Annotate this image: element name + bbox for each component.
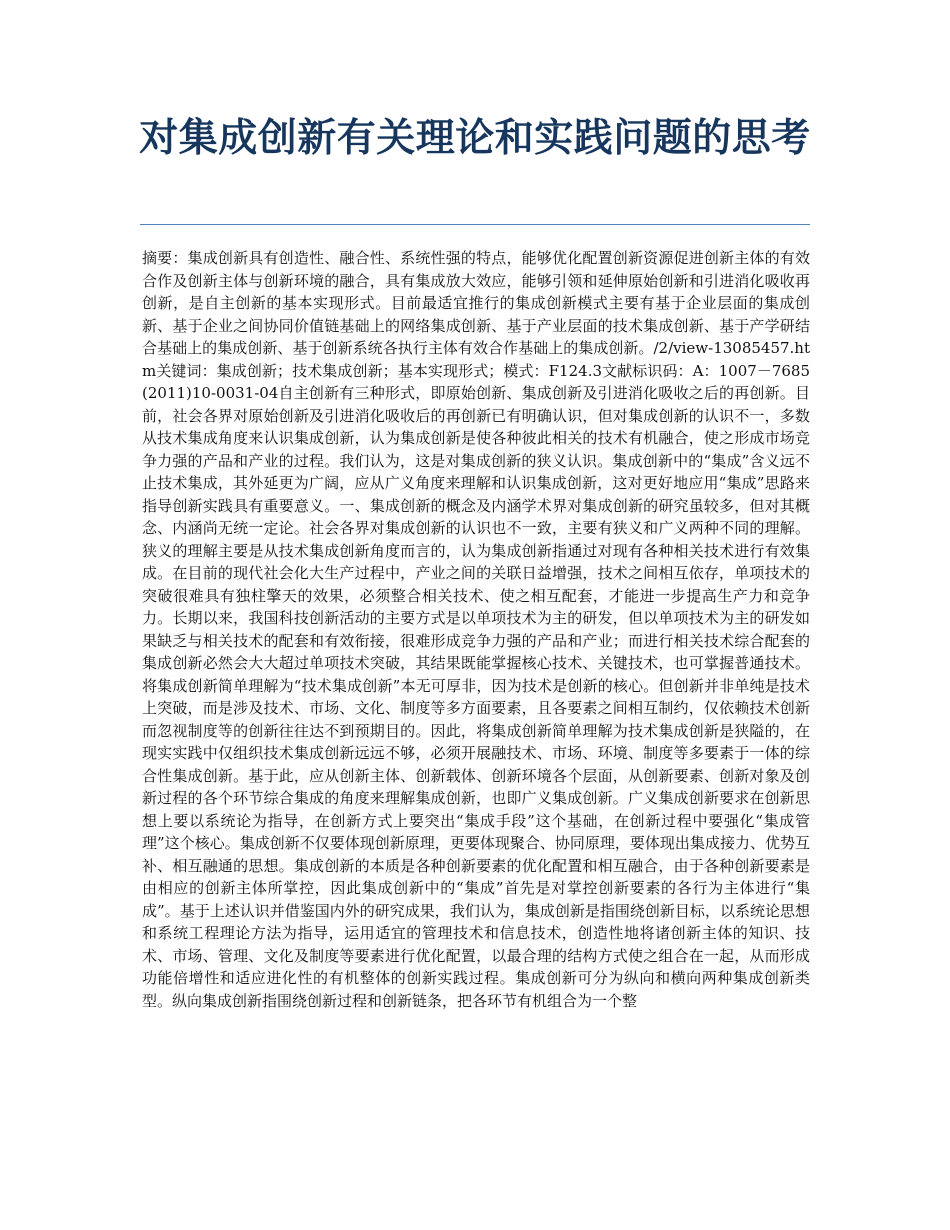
title-divider [140, 224, 810, 225]
document-title: 对集成创新有关理论和实践问题的思考 [139, 116, 811, 161]
document-body: 摘要：集成创新具有创造性、融合性、系统性强的特点，能够优化配置创新资源促进创新主体的有效合作及创新主体与创新环境的融合，具有集成放大效应，能够引领和延伸原始创新和引进消化吸收再创新，是自主创新的基本实现形式。目前最适宜推行的集成创新模式主要有基于企业层面的集成创新、基于企业之间协同价值链基础上的网络集成创新、基于产业层面的技术集成创新、基于产学研结合基础上的集成创新、基于创新系统各执行主体有效合作基础上的集成创新。/2/view-13085457.htm关键词：集成创新；技术集成创新；基本实现形式；模式：F124.3文献标识码：A：1007－7685(2011)10-0031-04自主创新有三种形式，即原始创新、集成创新及引进消化吸收之后的再创新。目前，社会各界对原始创新及引进消化吸收后的再创新已有明确认识，但对集成创新的认识不一，多数从技术集成角度来认识集成创新，认为集成创新是使各种彼此相关的技术有机融合，使之形成市场竞争力强的产品和产业的过程。我们认为，这是对集成创新的狭义认识。集成创新中的“集成”含义远不止技术集成，其外延更为广阔，应从广义角度来理解和认识集成创新，这对更好地应用“集成”思路来指导创新实践具有重要意义。一、集成创新的概念及内涵学术界对集成创新的研究虽较多，但对其概念、内涵尚无统一定论。社会各界对集成创新的认识也不一致，主要有狭义和广义两种不同的理解。狭义的理解主要是从技术集成创新角度而言的，认为集成创新指通过对现有各种相关技术进行有效集成。在目前的现代社会化大生产过程中，产业之间的关联日益增强，技术之间相互依存，单项技术的突破很难具有独柱擎天的效果，必须整合相关技术、使之相互配套，才能进一步提高生产力和竞争力。长期以来，我国科技创新活动的主要方式是以单项技术为主的研发，但以单项技术为主的研发如果缺乏与相关技术的配套和有效衔接，很难形成竞争力强的产品和产业；而进行相关技术综合配套的集成创新必然会大大超过单项技术突破，其结果既能掌握核心技术、关键技术，也可掌握普通技术。将集成创新简单理解为“技术集成创新”本无可厚非，因为技术是创新的核心。但创新并非单纯是技术上突破，而是涉及技术、市场、文化、制度等多方面要素，且各要素之间相互制约，仅依赖技术创新而忽视制度等的创新往往达不到预期目的。因此，将集成创新简单理解为技术集成创新是狭隘的，在现实实践中仅组织技术集成创新远远不够，必须开展融技术、市场、环境、制度等多要素于一体的综合性集成创新。基于此，应从创新主体、创新载体、创新环境各个层面，从创新要素、创新对象及创新过程的各个环节综合集成的角度来理解集成创新，也即广义集成创新。广义集成创新要求在创新思想上要以系统论为指导，在创新方式上要突出“集成手段”这个基础，在创新过程中要强化“集成管理”这个核心。集成创新不仅要体现创新原理，更要体现聚合、协同原理，要体现出集成接力、优势互补、相互融通的思想。集成创新的本质是各种创新要素的优化配置和相互融合，由于各种创新要素是由相应的创新主体所掌控，因此集成创新中的“集成”首先是对掌控创新要素的各行为主体进行“集成”。基于上述认识并借鉴国内外的研究成果，我们认为，集成创新是指围绕创新目标，以系统论思想和系统工程理论方法为指导，运用适宜的管理技术和信息技术，创造性地将诸创新主体的知识、技术、市场、管理、文化及制度等要素进行优化配置，以最合理的结构方式使之组合在一起，从而形成功能倍增性和适应进化性的有机整体的创新实践过程。集成创新可分为纵向和横向两种集成创新类型。纵向集成创新指围绕创新过程和创新链条，把各环节有机组合为一个整 [142, 249, 810, 1010]
